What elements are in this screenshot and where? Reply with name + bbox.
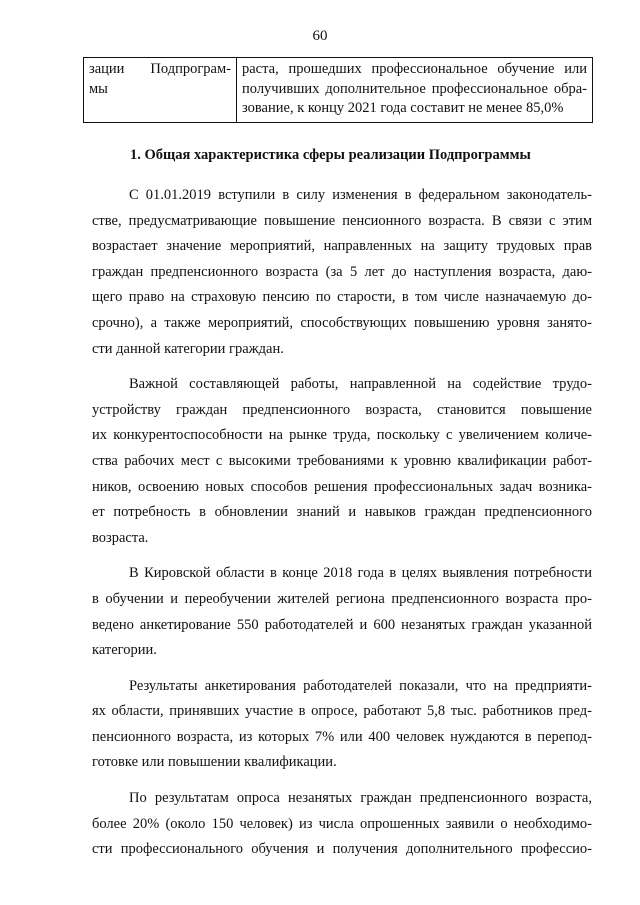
- text-line: В Кировской области в конце 2018 года в целях выявления потребности: [129, 565, 592, 582]
- text-line: граждан предпенсионного возраста (за 5 лет до наступления возраста, даю-: [92, 263, 592, 280]
- table-cell-label-line: мы: [89, 80, 108, 97]
- program-passport-table-fragment: [83, 57, 593, 123]
- text-line: готовке или повышении квалификации.: [92, 754, 337, 771]
- text-line: ства рабочих мест с высокими требованиями к уровню квалификации работ-: [92, 452, 592, 469]
- table-cell-label-word: зации: [89, 61, 125, 77]
- paragraph: [92, 372, 592, 551]
- page-number: 60: [312, 28, 328, 44]
- paragraph: [92, 674, 592, 776]
- text-line: Результаты анкетирования работодателей показали, что на предприяти-: [129, 677, 592, 694]
- text-line: возрастает значение мероприятий, направленных на защиту трудовых прав: [92, 238, 592, 255]
- text-line: Важной составляющей работы, направленной на содействие трудо-: [129, 376, 592, 393]
- text-line: ников, освоению новых способов решения профессиональных задач возника-: [92, 478, 592, 495]
- table-cell-value-line: раста, прошедших профессиональное обучение или: [242, 61, 587, 77]
- text-line: их конкурентоспособности на рынке труда, поскольку с увеличением количе-: [92, 427, 592, 444]
- text-line: пенсионного возраста, из которых 7% или 400 человек нуждаются в перепод-: [92, 728, 592, 745]
- paragraph: [92, 561, 592, 663]
- text-line: сти профессионального обучения и получения дополнительного профессио-: [92, 841, 592, 858]
- text-line: По результатам опроса незанятых граждан предпенсионного возраста,: [129, 790, 592, 807]
- text-line: в обучении и переобучении жителей региона предпенсионного возраста про-: [92, 590, 592, 607]
- text-line: С 01.01.2019 вступили в силу изменения в федеральном законодатель-: [129, 187, 592, 203]
- table-row: [84, 58, 593, 123]
- body-text: [92, 183, 592, 873]
- text-line: щего право на страховую пенсию по старости, в том числе назначаемую до-: [92, 289, 592, 306]
- paragraph: [92, 183, 592, 362]
- text-line: более 20% (около 150 человек) из числа опрошенных заявили о необходимо-: [92, 815, 592, 832]
- section-heading: 1. Общая характеристика сферы реализации Подпрограммы: [130, 147, 531, 163]
- text-line: ях области, принявших участие в опросе, работают 5,8 тыс. работников пред-: [92, 703, 592, 720]
- text-line: ведено анкетирование 550 работодателей и 600 незанятых граждан указанной: [92, 616, 592, 633]
- text-line: возраста.: [92, 529, 149, 546]
- text-line: стве, предусматривающие повышение пенсионного возраста. В связи с этим: [92, 212, 592, 229]
- paragraph: [92, 786, 592, 863]
- text-line: срочно), а также мероприятий, способствующих повышению уровня занято-: [92, 314, 592, 331]
- text-line: ет потребность в обновлении знаний и навыков граждан предпенсионного: [92, 504, 592, 521]
- table-cell-label: [84, 58, 237, 123]
- text-line: устройству граждан предпенсионного возраста, становится повышение: [92, 401, 592, 418]
- table-cell-label-line: [89, 60, 231, 80]
- table-cell-value-line: зование, к концу 2021 года составит не менее 85,0%: [242, 100, 564, 116]
- text-line: категории.: [92, 642, 157, 659]
- table-cell-label-word: Подпрограм-: [150, 61, 231, 77]
- table-cell-value-line: получивших дополнительное профессиональное обра-: [242, 80, 587, 97]
- table-cell-value: [237, 58, 593, 123]
- text-line: сти данной категории граждан.: [92, 340, 284, 357]
